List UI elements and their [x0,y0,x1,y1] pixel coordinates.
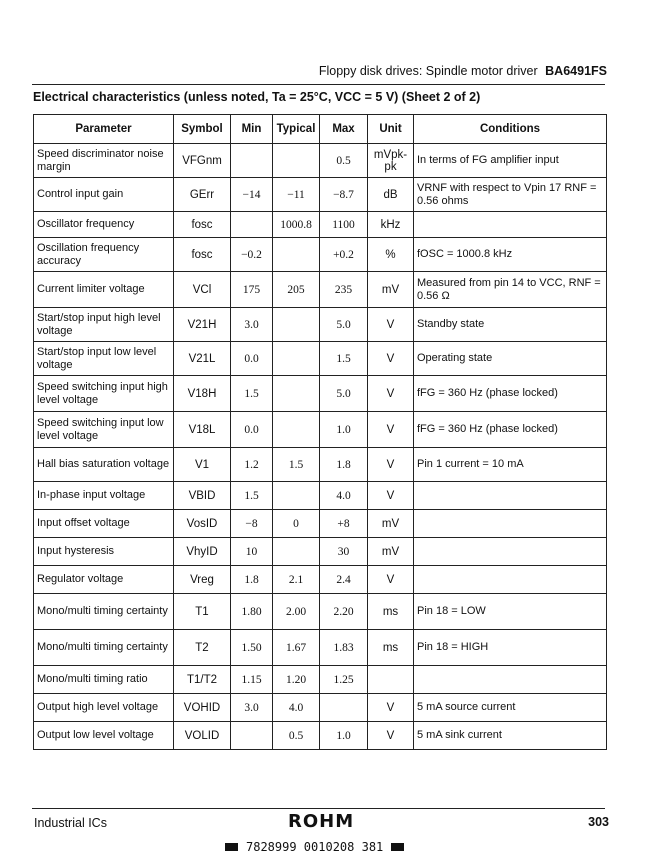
cell-param: Mono/multi timing certainty [34,594,174,630]
table-row [34,538,607,566]
cell-param: Hall bias saturation voltage [34,448,174,482]
column-header: Parameter [34,115,174,144]
cell-param: Control input gain [34,178,174,212]
cell-max: 1.5 [320,342,368,376]
electrical-characteristics-table [33,114,607,750]
cell-min: 1.8 [231,566,273,594]
table-row [34,212,607,238]
cell-cond: Standby state [414,308,607,342]
cell-param: Speed discriminator noise margin [34,144,174,178]
table-row [34,694,607,722]
cell-unit [368,666,414,694]
cell-sym: T1/T2 [174,666,231,694]
header-row [34,115,607,144]
column-header: Symbol [174,115,231,144]
column-header: Max [320,115,368,144]
cell-unit: ms [368,594,414,630]
cell-max: 1.8 [320,448,368,482]
cell-unit: mV [368,538,414,566]
cell-max: 1.0 [320,722,368,750]
cell-param: Mono/multi timing certainty [34,630,174,666]
table-row [34,376,607,412]
cell-param: Oscillation frequency accuracy [34,238,174,272]
print-code [225,840,404,854]
cell-cond [414,212,607,238]
cell-typ: 0.5 [273,722,320,750]
table-row [34,594,607,630]
cell-min: 10 [231,538,273,566]
square-mark-icon [391,843,404,851]
cell-cond [414,538,607,566]
cell-unit: kHz [368,212,414,238]
cell-sym: V18L [174,412,231,448]
cell-typ [273,538,320,566]
cell-sym: VCl [174,272,231,308]
cell-sym: Vreg [174,566,231,594]
table-row [34,144,607,178]
cell-unit: % [368,238,414,272]
cell-typ: 0 [273,510,320,538]
cell-param: Start/stop input high level voltage [34,308,174,342]
cell-sym: V1 [174,448,231,482]
cell-min: −14 [231,178,273,212]
cell-max: 5.0 [320,376,368,412]
cell-max: 1.0 [320,412,368,448]
cell-cond: 5 mA sink current [414,722,607,750]
footer-rule [32,808,605,809]
cell-min: 0.0 [231,412,273,448]
cell-min: 3.0 [231,694,273,722]
cell-typ [273,238,320,272]
cell-typ [273,376,320,412]
cell-max: 1100 [320,212,368,238]
table-row [34,482,607,510]
cell-sym: V18H [174,376,231,412]
cell-cond: Pin 18 = HIGH [414,630,607,666]
column-header: Unit [368,115,414,144]
cell-sym: V21L [174,342,231,376]
cell-param: Current limiter voltage [34,272,174,308]
cell-typ: 4.0 [273,694,320,722]
cell-max: +8 [320,510,368,538]
cell-unit: ms [368,630,414,666]
cell-max: 5.0 [320,308,368,342]
cell-cond [414,510,607,538]
cell-max [320,694,368,722]
table-row [34,448,607,482]
cell-cond: fOSC = 1000.8 kHz [414,238,607,272]
table-row [34,238,607,272]
cell-unit: mV [368,272,414,308]
cell-max: 30 [320,538,368,566]
cell-typ: 2.1 [273,566,320,594]
cell-unit: V [368,342,414,376]
cell-unit: mV [368,510,414,538]
cell-typ: 2.00 [273,594,320,630]
cell-typ [273,144,320,178]
cell-unit: V [368,482,414,510]
cell-param: Speed switching input high level voltage [34,376,174,412]
rohm-logo: ROHM [288,811,355,832]
cell-min: −0.2 [231,238,273,272]
cell-max: 0.5 [320,144,368,178]
header-subject: Floppy disk drives: Spindle motor driver [318,64,538,78]
cell-unit: V [368,722,414,750]
running-header [319,64,607,78]
cell-typ: 205 [273,272,320,308]
cell-max: 2.4 [320,566,368,594]
cell-sym: T1 [174,594,231,630]
column-header: Min [231,115,273,144]
cell-typ: 1.67 [273,630,320,666]
cell-typ: 1000.8 [273,212,320,238]
cell-cond [414,482,607,510]
table-row [34,510,607,538]
cell-param: Start/stop input low level voltage [34,342,174,376]
cell-cond [414,666,607,694]
table-row [34,342,607,376]
cell-max: 2.20 [320,594,368,630]
cell-min: 0.0 [231,342,273,376]
cell-sym: VFGnm [174,144,231,178]
table-row [34,722,607,750]
cell-sym: GErr [174,178,231,212]
cell-min: 1.50 [231,630,273,666]
cell-max: +0.2 [320,238,368,272]
cell-cond: In terms of FG amplifier input [414,144,607,178]
cell-typ [273,482,320,510]
cell-cond: Measured from pin 14 to VCC, RNF = 0.56 Ω [414,272,607,308]
cell-min: 1.15 [231,666,273,694]
cell-sym: V21H [174,308,231,342]
cell-min: 1.5 [231,482,273,510]
table-row [34,272,607,308]
table-row [34,630,607,666]
cell-sym: T2 [174,630,231,666]
cell-sym: fosc [174,238,231,272]
page-number: 303 [588,815,609,829]
cell-min: 1.2 [231,448,273,482]
cell-max: 1.83 [320,630,368,666]
cell-unit: dB [368,178,414,212]
cell-cond: Pin 1 current = 10 mA [414,448,607,482]
cell-typ [273,308,320,342]
table-row [34,412,607,448]
cell-param: Mono/multi timing ratio [34,666,174,694]
square-mark-icon [225,843,238,851]
cell-cond: fFG = 360 Hz (phase locked) [414,412,607,448]
cell-param: In-phase input voltage [34,482,174,510]
cell-sym: VhyID [174,538,231,566]
cell-unit: V [368,308,414,342]
cell-max: 4.0 [320,482,368,510]
cell-min [231,722,273,750]
cell-unit: V [368,376,414,412]
cell-unit: V [368,412,414,448]
cell-sym: VBID [174,482,231,510]
cell-sym: VOLID [174,722,231,750]
cell-unit: V [368,566,414,594]
header-part-number: BA6491FS [545,64,607,78]
header-rule [32,84,605,85]
table-row [34,666,607,694]
cell-typ [273,342,320,376]
table-row [34,566,607,594]
cell-param: Input hysteresis [34,538,174,566]
cell-sym: VOHID [174,694,231,722]
cell-cond: 5 mA source current [414,694,607,722]
cell-param: Input offset voltage [34,510,174,538]
footer-section: Industrial ICs [34,816,107,830]
cell-min [231,144,273,178]
cell-param: Output low level voltage [34,722,174,750]
table-row [34,178,607,212]
cell-max: −8.7 [320,178,368,212]
cell-typ: −11 [273,178,320,212]
cell-param: Regulator voltage [34,566,174,594]
cell-cond: Pin 18 = LOW [414,594,607,630]
cell-typ [273,412,320,448]
cell-min [231,212,273,238]
cell-unit: V [368,448,414,482]
cell-unit: V [368,694,414,722]
column-header: Typical [273,115,320,144]
cell-min: −8 [231,510,273,538]
cell-cond: VRNF with respect to Vpin 17 RNF = 0.56 ohms [414,178,607,212]
cell-max: 235 [320,272,368,308]
table-title: Electrical characteristics (unless noted, Ta = 25°C, VCC = 5 V) (Sheet 2 of 2) [33,90,481,104]
table-row [34,308,607,342]
cell-param: Oscillator frequency [34,212,174,238]
cell-min: 175 [231,272,273,308]
cell-sym: fosc [174,212,231,238]
print-code-text: 7828999 0010208 381 [246,840,384,854]
cell-typ: 1.20 [273,666,320,694]
cell-param: Speed switching input low level voltage [34,412,174,448]
cell-min: 3.0 [231,308,273,342]
cell-sym: VosID [174,510,231,538]
cell-min: 1.5 [231,376,273,412]
cell-cond: Operating state [414,342,607,376]
cell-typ: 1.5 [273,448,320,482]
cell-max: 1.25 [320,666,368,694]
cell-cond [414,566,607,594]
cell-param: Output high level voltage [34,694,174,722]
cell-unit: mVpk-pk [368,144,414,178]
column-header: Conditions [414,115,607,144]
cell-cond: fFG = 360 Hz (phase locked) [414,376,607,412]
cell-min: 1.80 [231,594,273,630]
